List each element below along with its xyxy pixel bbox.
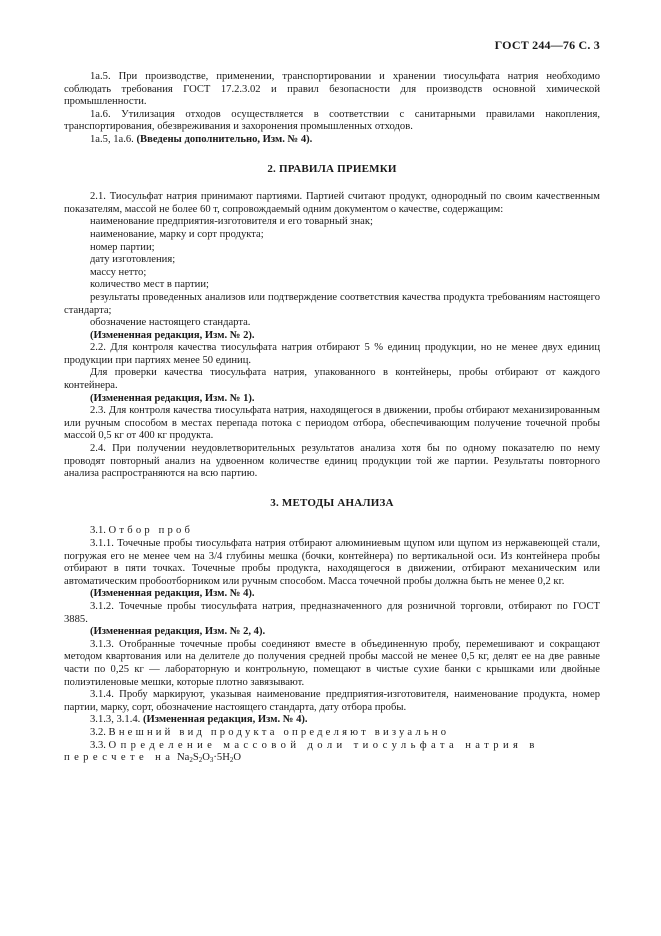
paragraph-1a6: 1а.6. Утилизация отходов осуществляется в соответствии с санитарными правилами накопления, транспортирования, обезвреживания и захоронения промышленных отходов. — [64, 108, 600, 133]
list-item: дату изготовления; — [90, 254, 176, 266]
note-2-2: (Измененная редакция, Изм. № 1). — [90, 392, 255, 404]
list-item: наименование, марку и сорт продукта; — [90, 228, 264, 240]
paragraph-3-3 — [64, 740, 600, 765]
paragraph-2-1: 2.1. Тиосульфат натрия принимают партиями. Партией считают продукт, однородный по своим качественным показателям, массой не более 60 т, сопровождаемый одним документом о качестве, содержащим: — [64, 191, 600, 215]
paragraph-2-3: 2.3. Для контроля качества тиосульфата натрия, находящегося в движении, пробы отбирают механизированным или ручным способом в местах перепада потока с периодом отбора, обеспечивающим получение точечной пробы массой 0,5 кг от 400 кг продукта. — [64, 405, 600, 442]
paragraph-3-3-text: Определение массовой доли тиосульфата натрия в пересчете на — [64, 739, 539, 764]
paragraph-3-2-text: Внешний вид продукта определяют визуально — [108, 726, 450, 738]
list-item: номер партии; — [90, 241, 155, 253]
paragraph-3-1-1: 3.1.1. Точечные пробы тиосульфата натрия отбирают алюминиевым щупом или щупом из нержавеющей стали, погружая его не менее чем на 3/4 глубины мешка (бочки, контейнера) по вертикальной оси. Из контейнера пробы отбирают в пяти точках. Точечные пробы продукта, находящегося в движении, отбирают механическим или автоматическим пробоотборником или ручным способом. Масса точечной пробы должна быть не менее 0,2 кг. — [64, 538, 600, 587]
paragraph-3-2-number: 3.2. — [90, 726, 106, 738]
note-3-1-4-bold: (Измененная редакция, Изм. № 4). — [142, 714, 308, 726]
paragraph-3-3-number: 3.3. — [90, 739, 106, 751]
list-item: результаты проведенных анализов или подтверждение соответствия качества продукта требованиям настоящего стандарта; — [64, 291, 600, 316]
note-3-1-4 — [64, 714, 600, 727]
list-item: количество мест в партии; — [90, 279, 209, 291]
paragraph-2-4: 2.4. При получении неудовлетворительных результатов анализа хотя бы по одному показателю по нему проводят повторный анализ на удвоенном количестве единиц продукции той же партии. Результаты повторного анализа распространяются на всю партию. — [64, 443, 600, 480]
page-header: ГОСТ 244—76 С. 3 — [494, 38, 600, 52]
paragraph-3-1-title: Отбор проб — [108, 525, 194, 537]
paragraph-3-1-number: 3.1. — [90, 525, 106, 537]
paragraph-3-1-4: 3.1.4. Пробу маркируют, указывая наименование предприятия-изготовителя, наименование продукта, номер партии, марку, сорт, обозначение настоящего стандарта, дату отбора пробы. — [64, 689, 600, 713]
list-item: обозначение настоящего стандарта. — [90, 317, 251, 329]
note-1a-bold: (Введены дополнительно, Изм. № 4). — [136, 133, 313, 145]
note-3-1-1: (Измененная редакция, Изм. № 4). — [90, 588, 255, 600]
note-1a-ref: 1а.5, 1а.6. — [90, 133, 134, 145]
paragraph-2-2: 2.2. Для контроля качества тиосульфата натрия отбирают 5 % единиц продукции, но не менее двух единиц продукции при партиях менее 50 единиц. — [64, 342, 600, 366]
paragraph-3-2 — [64, 727, 600, 740]
paragraph-3-1 — [64, 525, 600, 538]
note-3-1-2: (Измененная редакция, Изм. № 2, 4). — [90, 626, 266, 638]
paragraph-1a5: 1а.5. При производстве, применении, транспортировании и хранении тиосульфата натрия необходимо соблюдать требования ГОСТ 17.2.3.02 и правил безопасности для производств основной химической промышленности. — [64, 71, 600, 108]
document-body — [64, 71, 600, 765]
chemical-formula: $Na_2S_2O_3\cdot 5H_2O$ — [176, 752, 242, 765]
paragraph-3-1-2: 3.1.2. Точечные пробы тиосульфата натрия, предназначенного для розничной торговли, отбирают по ГОСТ 3885. — [64, 600, 600, 625]
section-2-title: 2. ПРАВИЛА ПРИЕМКИ — [267, 162, 397, 175]
section-3-title: 3. МЕТОДЫ АНАЛИЗА — [270, 496, 394, 509]
note-1a — [64, 134, 600, 147]
paragraph-2-2b: Для проверки качества тиосульфата натрия, упакованного в контейнеры, пробы отбирают от каждого контейнера. — [64, 367, 600, 392]
note-2-1: (Измененная редакция, Изм. № 2). — [90, 329, 255, 341]
note-3-1-4-ref: 3.1.3, 3.1.4. — [90, 714, 141, 726]
paragraph-3-1-3: 3.1.3. Отобранные точечные пробы соединяют вместе в объединенную пробу, перемешивают и сокращают методом квартования или на делителе до получения средней пробы массой не менее 0,5 кг, делят ее на две равные части по 0,25 кг — лабораторную и контрольную, помещают в чистые сухие банки с крышками или двойные полиэтиленовые мешки, которые плотно завязывают. — [64, 638, 600, 688]
list-item: наименование предприятия-изготовителя и его товарный знак; — [90, 216, 373, 228]
list-item: массу нетто; — [90, 266, 147, 278]
